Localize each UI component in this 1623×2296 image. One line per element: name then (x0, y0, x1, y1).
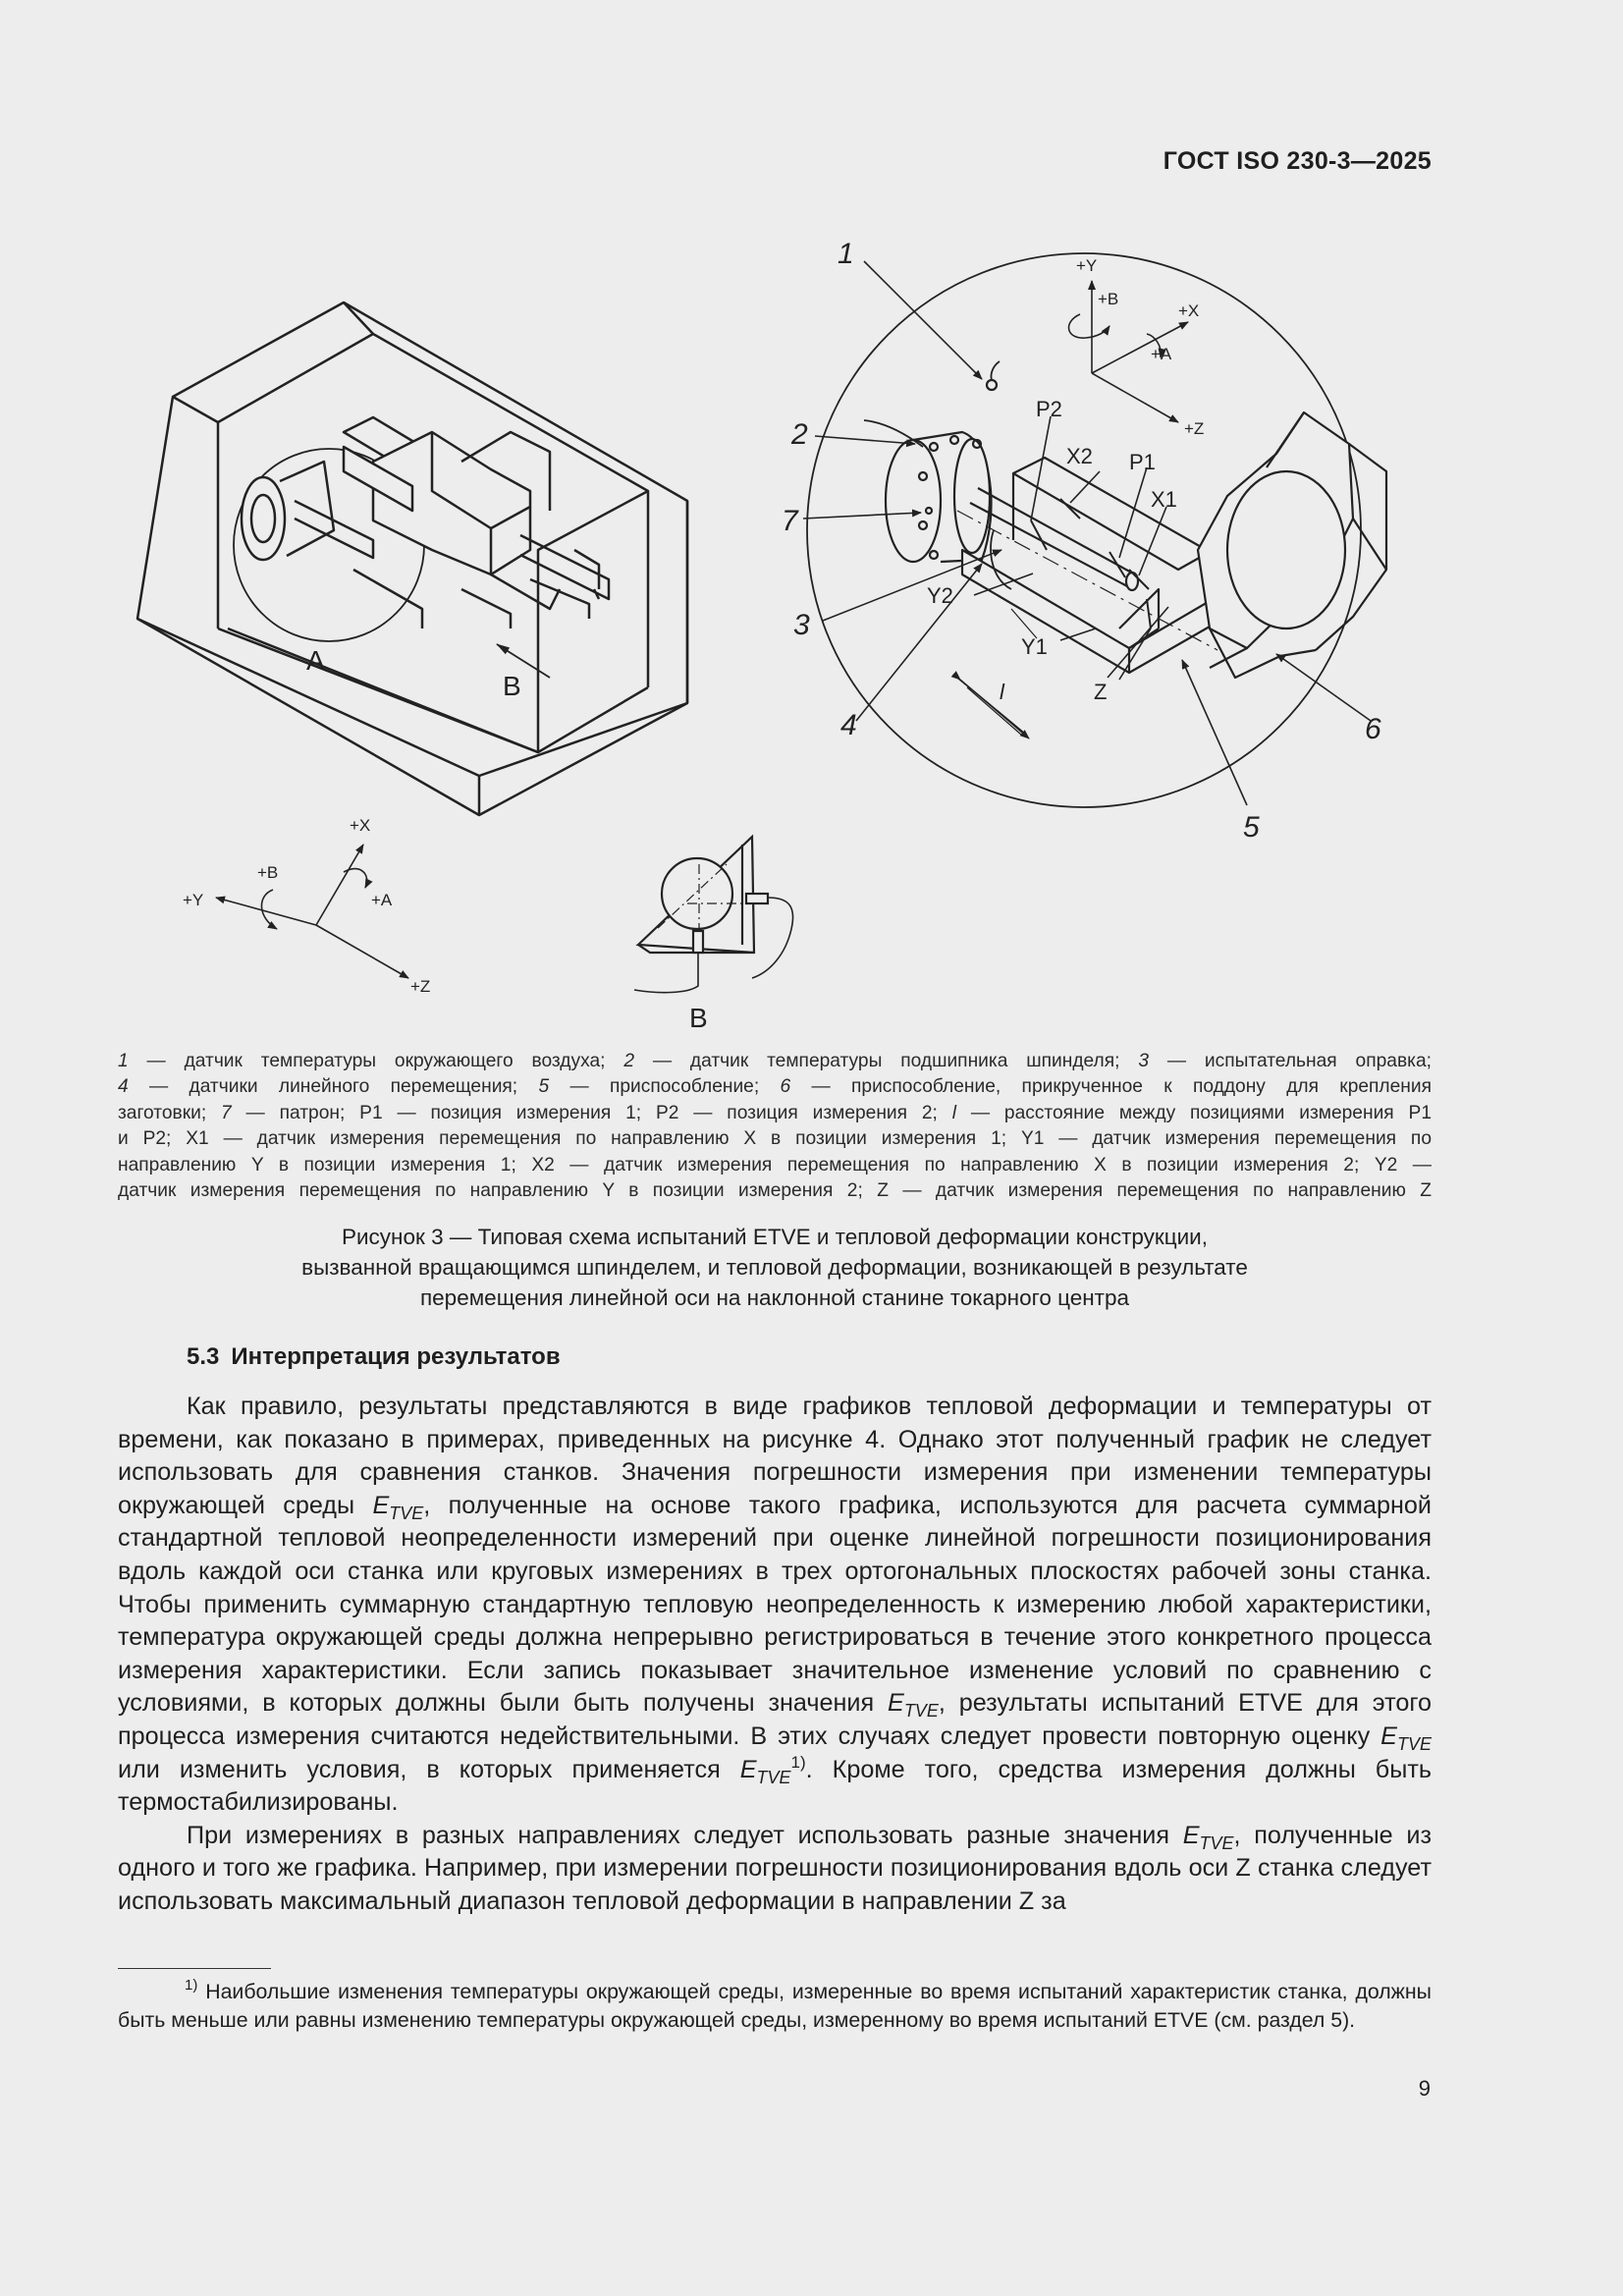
view-b-detail-label: B (689, 1003, 708, 1033)
view-b-label: B (503, 671, 521, 701)
footnote-marker: 1) (185, 1977, 198, 1994)
legend-line (118, 1153, 1432, 1178)
lathe-housing-drawing (137, 302, 687, 815)
section-title: Интерпретация результатов (231, 1343, 561, 1370)
legend-text: — расстояние между позициями измерения P1 (956, 1102, 1432, 1123)
legend-marker: 5 (538, 1076, 550, 1098)
legend-text: и P2; X1 — датчик измерения перемещения по направлению X в позиции измерения 1; Y1 — датчик измерения перемещения по (118, 1128, 1432, 1150)
label-5: 5 (1243, 811, 1260, 844)
figure-drawing (0, 0, 1623, 1041)
legend-text: — испытательная оправка; (1149, 1051, 1432, 1071)
document-header: ГОСТ ISO 230-3—2025 (1163, 147, 1432, 175)
math-e-tve: $E_{TVE}$ (888, 1689, 939, 1722)
label-y1: Y1 (1021, 634, 1048, 659)
label-l: l (1000, 680, 1004, 704)
p1-seg-4: или изменить условия, в которых применяется (118, 1755, 740, 1783)
detail-axis-plus-b: +B (1098, 290, 1119, 308)
legend-text: — датчики линейного перемещения; (128, 1076, 539, 1098)
legend-line (118, 1049, 1432, 1074)
bottom-axis-plus-x: +X (350, 816, 371, 835)
legend-text: — приспособление; (549, 1076, 781, 1098)
p1-seg-3: , результаты испытаний ETVE для этого процесса измерения считаются недействительными. В этих случаях следует провести повторную оценку (118, 1689, 1432, 1750)
legend-marker: 7 (221, 1102, 232, 1123)
label-3: 3 (793, 609, 810, 641)
caption-line-2: вызванной вращающимся шпинделем, и тепловой деформации, возникающей в результате (301, 1255, 1248, 1280)
legend-marker: 3 (1138, 1051, 1150, 1071)
legend-text: заготовки; (118, 1102, 222, 1123)
caption-line-3: перемещения линейной оси на наклонной станине токарного центра (419, 1285, 1129, 1310)
p2-seg-2: , полученные из одного и того же графика. Например, при измерении погрешности позиционирования вдоль оси Z станка следует использовать максимальный диапазон тепловой деформации в направлении Z за (118, 1821, 1432, 1915)
label-4: 4 (840, 709, 857, 741)
p1-seg-2: , полученные на основе такого графика, используются для расчета суммарной стандартной тепловой неопределенности измерений при оценке линейной погрешности позиционирования вдоль каждой оси станка или круговых измерениях в трех ортогональных плоскостях рабочей зоны станка. Чтобы применить суммарную стандартную тепловую неопределенность к измерению любой характеристики, температура окружающей среды должна непрерывно регистрироваться в течение этого конкретного процесса измерения характеристики. Если запись показывает значительное изменение условий по сравнению с условиями, в которых должны были быть получены значения (118, 1491, 1432, 1718)
legend-text: — датчик температуры окружающего воздуха; (128, 1051, 624, 1071)
paragraph-2 (118, 1820, 1432, 1919)
legend-marker: 6 (780, 1076, 791, 1098)
caption-line-1: Рисунок 3 — Типовая схема испытаний ETVE и тепловой деформации конструкции, (341, 1225, 1208, 1249)
figure-caption (118, 1222, 1432, 1313)
bottom-axes (216, 845, 408, 978)
detail-axis-plus-a: +A (1151, 345, 1172, 363)
footnote-reference[interactable]: 1) (790, 1752, 806, 1772)
p2-seg-1: При измерениях в разных направлениях следует использовать разные значения (187, 1821, 1183, 1849)
label-p2: P2 (1036, 397, 1062, 421)
section-heading (187, 1343, 561, 1371)
figure-3 (0, 0, 1623, 1041)
legend-text: направлению Y в позиции измерения 1; X2 — датчик измерения перемещения по направлению X в позиции измерения 2; Y2 — (118, 1154, 1432, 1175)
math-e-tve: $E_{TVE}$ (372, 1491, 424, 1523)
footnote (118, 1978, 1432, 2035)
label-x2: X2 (1066, 444, 1093, 468)
label-7: 7 (782, 505, 798, 537)
figure-legend (118, 1049, 1432, 1204)
label-x1: X1 (1151, 487, 1177, 512)
label-p1: P1 (1129, 450, 1156, 474)
math-e-tve: $E_{TVE}$ (1380, 1722, 1432, 1754)
label-1: 1 (838, 238, 854, 270)
detail-axis-plus-y: +Y (1076, 256, 1098, 275)
bottom-axis-plus-a: +A (371, 891, 393, 909)
label-2: 2 (791, 418, 808, 451)
body-text (118, 1391, 1432, 1919)
legend-text: датчик измерения перемещения по направлению Y в позиции измерения 2; Z — датчик измерения перемещения по направлению Z (118, 1180, 1432, 1202)
legend-text: — приспособление, прикрученное к поддону для крепления (790, 1076, 1433, 1098)
legend-line (118, 1074, 1432, 1100)
p1-seg-1: Как правило, результаты представляются в виде графиков тепловой деформации и температуры от времени, как показано в примерах, приведенных на рисунке 4. Однако этот полученный график не следует использовать для сравнения станков. Значения погрешности измерения при изменении температуры окружающей среды (118, 1393, 1432, 1519)
label-6: 6 (1365, 713, 1381, 745)
math-e-tve: $E_{TVE}$ (739, 1755, 791, 1787)
bottom-axis-plus-y: +Y (183, 891, 204, 909)
legend-line (118, 1126, 1432, 1152)
legend-line (118, 1178, 1432, 1204)
label-z: Z (1094, 680, 1108, 704)
footnote-text: Наибольшие изменения температуры окружающей среды, измеренные во время испытаний характеристик станка, должны быть меньше или равны изменению температуры окружающей среды, измеренному во время испытаний ETVE (см. раздел 5). (118, 1980, 1432, 2032)
label-y2: Y2 (927, 583, 953, 608)
view-b-drawing (634, 837, 793, 993)
page-number: 9 (1418, 2076, 1431, 2101)
legend-line (118, 1101, 1432, 1126)
paragraph-1 (118, 1391, 1432, 1820)
legend-marker: 1 (118, 1051, 129, 1071)
detail-axis-plus-z: +Z (1184, 419, 1205, 438)
bottom-axis-plus-z: +Z (410, 977, 431, 996)
footnote-separator (118, 1968, 271, 1969)
detail-axis-plus-x: +X (1178, 301, 1200, 320)
legend-marker: 4 (118, 1076, 129, 1098)
legend-marker: 2 (623, 1051, 634, 1071)
legend-text: — патрон; P1 — позиция измерения 1; P2 — позиция измерения 2; (231, 1102, 952, 1123)
view-a-label: A (306, 645, 325, 676)
p1-seg-5: . Кроме того, средства измерения должны быть термостабилизированы. (118, 1755, 1432, 1817)
section-number: 5.3 (187, 1343, 220, 1370)
math-e-tve: $E_{TVE}$ (1182, 1821, 1234, 1853)
legend-text: — датчик температуры подшипника шпинделя; (634, 1051, 1139, 1071)
legend-marker: l (951, 1102, 957, 1123)
bottom-axis-plus-b: +B (257, 863, 279, 882)
